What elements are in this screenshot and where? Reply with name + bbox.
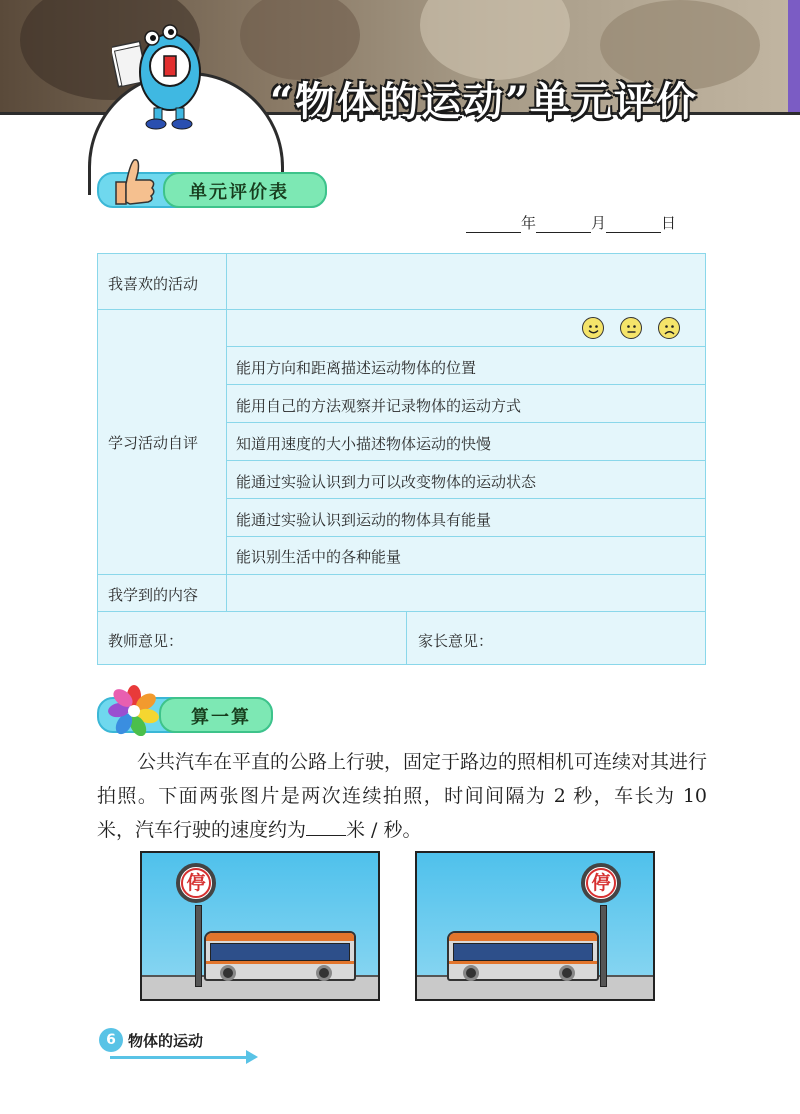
- year-label: 年: [521, 214, 537, 232]
- smile-face-icon: [582, 317, 604, 339]
- side-bar: [788, 0, 800, 112]
- self-eval-item-6: 能识别生活中的各种能量: [236, 548, 402, 566]
- month-label: 月: [591, 214, 607, 232]
- date-line: [466, 212, 676, 233]
- row-like-input[interactable]: [228, 254, 705, 309]
- year-blank[interactable]: [466, 216, 521, 233]
- month-blank[interactable]: [536, 216, 591, 233]
- footer-title: 物体的运动: [128, 1032, 204, 1050]
- row-self-eval-label: 学习活动自评: [108, 434, 199, 452]
- sad-face-icon: [658, 317, 680, 339]
- problem-part2: 米 / 秒。: [346, 819, 422, 841]
- bus: [204, 931, 356, 981]
- parent-comment-label: 家长意见：: [418, 632, 494, 650]
- stop-sign-ring: 停: [181, 868, 211, 898]
- problem-part1: 公共汽车在平直的公路上行驶，固定于路边的照相机可连续对其进行拍照。下面两张图片是两次连续拍照，时间间隔为 2 秒，车长为 10 米，汽车行驶的速度约为: [97, 751, 708, 841]
- row-learned-input[interactable]: [228, 576, 705, 611]
- thumbs-up-icon: [108, 154, 158, 208]
- self-eval-item-4: 能通过实验认识到力可以改变物体的运动状态: [236, 473, 537, 491]
- row-like-label: 我喜欢的活动: [108, 275, 199, 293]
- stop-sign-ring: 停: [586, 868, 616, 898]
- self-eval-item-2: 能用自己的方法观察并记录物体的运动方式: [236, 397, 522, 415]
- answer-blank[interactable]: [306, 817, 346, 836]
- evaluation-table: [97, 253, 706, 665]
- self-eval-item-1: 能用方向和距离描述运动物体的位置: [236, 359, 477, 377]
- bus-photo-2: [415, 851, 655, 1001]
- section-label: 单元评价表: [189, 182, 289, 203]
- stop-sign-pole: [195, 905, 202, 987]
- row-learned-label: 我学到的内容: [108, 586, 199, 604]
- mascot-icon: [112, 14, 212, 134]
- self-eval-item-3: 知道用速度的大小描述物体运动的快慢: [236, 435, 492, 453]
- page-title: “物体的运动”单元评价: [270, 78, 699, 125]
- flower-icon: [108, 684, 160, 736]
- arrow-right-icon: [246, 1050, 258, 1064]
- section-label: 算一算: [191, 707, 251, 728]
- stop-sign-pole: [600, 905, 607, 987]
- day-blank[interactable]: [606, 216, 661, 233]
- page-number: 6: [99, 1028, 123, 1052]
- self-eval-item-5: 能通过实验认识到运动的物体具有能量: [236, 511, 492, 529]
- teacher-comment-label: 教师意见：: [108, 632, 184, 650]
- day-label: 日: [661, 214, 677, 232]
- bus: [447, 931, 599, 981]
- bus-photo-1: [140, 851, 380, 1001]
- neutral-face-icon: [620, 317, 642, 339]
- problem-text: [97, 745, 707, 847]
- footer-line: [110, 1056, 250, 1059]
